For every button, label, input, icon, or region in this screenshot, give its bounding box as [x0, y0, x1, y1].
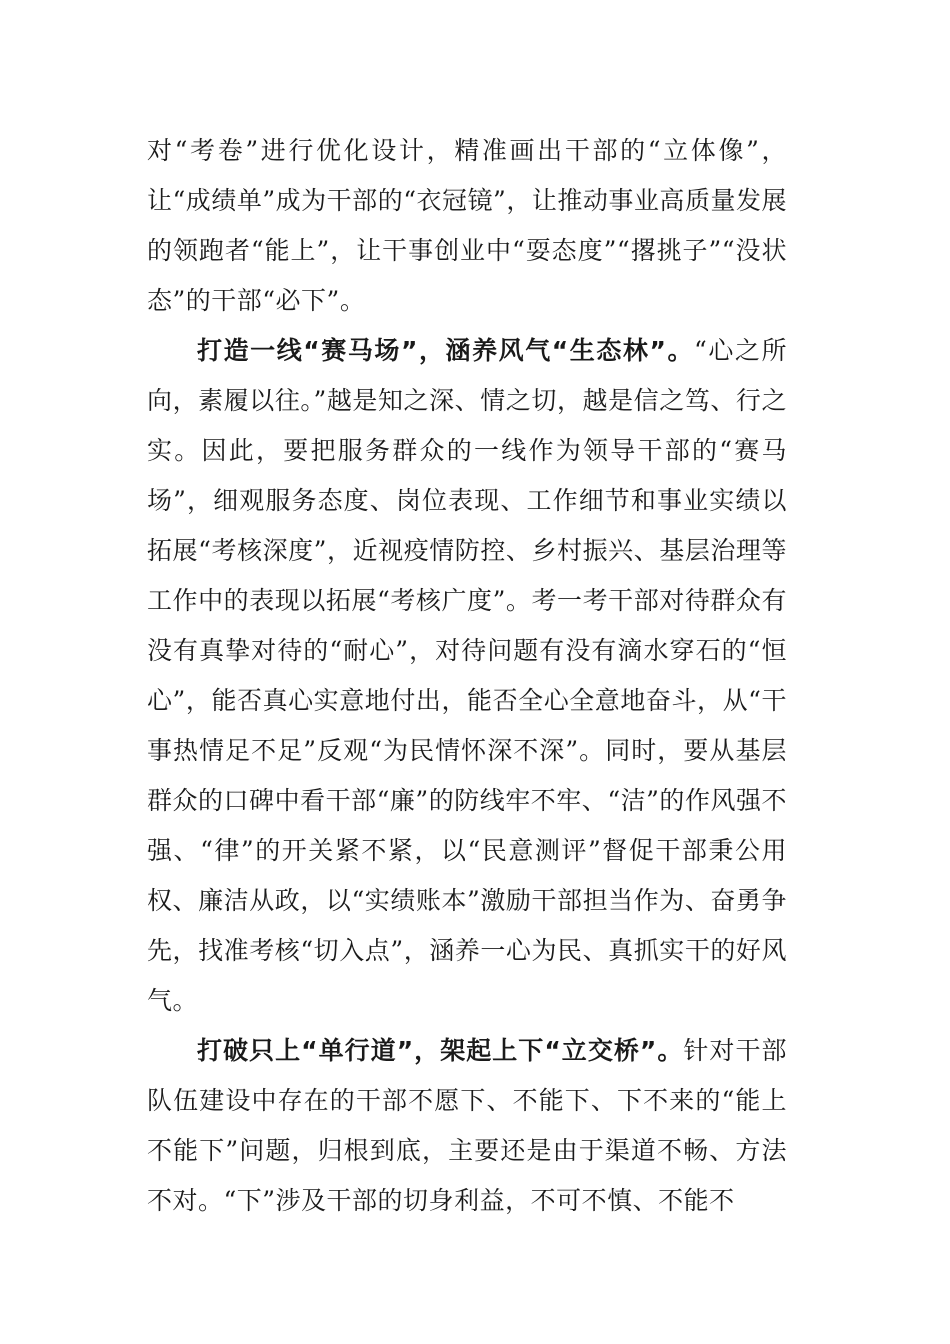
paragraph-text: “心之所向，素履以往。”越是知之深、情之切，越是信之笃、行之实。因此，要把服务群众的一线作为领导干部的“赛马场”，细观服务态度、岗位表现、工作细节和事业实绩以拓展“考核深度”，近视疫情防控、乡村振兴、基层治理等工作中的表现以拓展“考核广度”。考一考干部对待群众有没有真挚对待的“耐心”，对待问题有没有滴水穿石的“恒心”，能否真心实意地付出，能否全心全意地奋斗，从“干事热情足不足”反观“为民情怀深不深”。同时，要从基层群众的口碑中看干部“廉”的防线牢不牢、“洁”的作风强不强、“律”的开关紧不紧，以“民意测评”督促干部秉公用权、廉洁从政，以“实绩账本”激励干部担当作为、奋勇争先，找准考核“切入点”，涵养一心为民、真抓实干的好风气。 [147, 336, 787, 1015]
paragraph-continuation [147, 126, 787, 326]
paragraph-heading: 打破只上“单行道”，架起上下“立交桥”。 [197, 1036, 684, 1065]
document-body [147, 126, 787, 1226]
paragraph-racecourse [147, 326, 787, 1026]
paragraph-overpass [147, 1026, 787, 1226]
paragraph-text: 对“考卷”进行优化设计，精准画出干部的“立体像”，让“成绩单”成为干部的“衣冠镜”，让推动事业高质量发展的领跑者“能上”，让干事创业中“耍态度”“撂挑子”“没状态”的干部“必下”。 [147, 136, 787, 315]
paragraph-heading: 打造一线“赛马场”，涵养风气“生态林”。 [197, 336, 695, 365]
paragraph-text: 针对干部队伍建设中存在的干部不愿下、不能下、下不来的“能上不能下”问题，归根到底，主要还是由于渠道不畅、方法不对。“下”涉及干部的切身利益，不可不慎、不能不 [147, 1036, 787, 1215]
